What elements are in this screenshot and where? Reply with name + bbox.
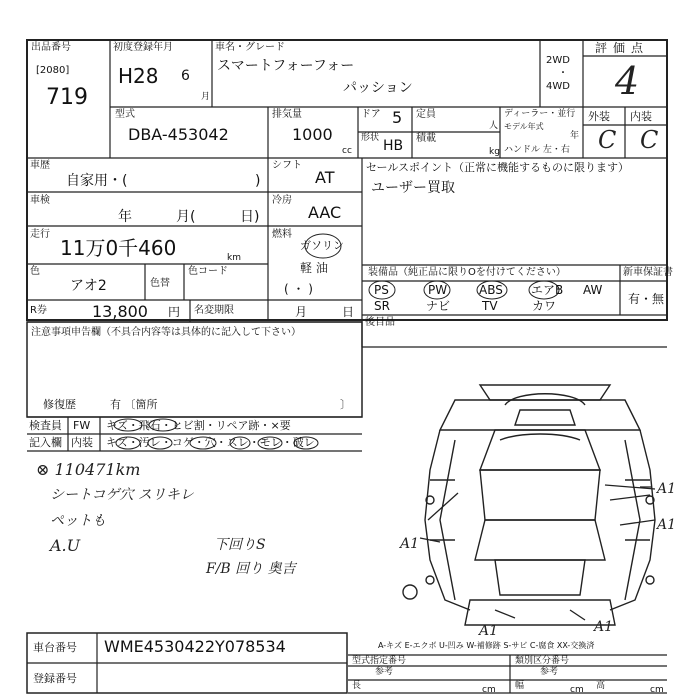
handle-label: ハンドル 左・右	[504, 145, 570, 155]
sales-point-value: ユーザー買取	[371, 180, 455, 196]
recycle-value: 13,800	[92, 302, 148, 321]
warranty-label: 新車保証書	[623, 267, 673, 278]
aircon-value: AAC	[308, 203, 342, 222]
handwritten-seat: シートコゲ穴 スリキレ	[50, 487, 194, 503]
color-code-label: 色コード	[188, 266, 228, 277]
rating-score: 4	[615, 59, 640, 103]
drive-4wd: 4WD	[546, 81, 570, 92]
dealer-import: ディーラー・並行	[504, 109, 576, 119]
lot-label: 出品番号	[31, 42, 71, 53]
notes-label: 注意事項申告欄（不具合内容等は具体的に記入して下さい）	[31, 327, 301, 338]
width-unit: cm	[570, 685, 584, 695]
length-label: 長	[352, 681, 362, 691]
fuel-gas: ガソリン	[300, 239, 344, 252]
car-name: スマートフォーフォー	[217, 58, 355, 74]
equip-leather: カワ	[532, 299, 557, 313]
record-label: 記入欄	[29, 436, 62, 449]
mileage-unit: km	[227, 253, 241, 263]
check-label: 検査員	[29, 419, 62, 432]
recycle-label: R券	[30, 305, 47, 316]
history-label: 車歴	[30, 160, 50, 171]
car-grade: パッション	[343, 80, 413, 96]
title-expiry-label: 名変期限	[194, 305, 234, 316]
fuel-label: 燃料	[272, 229, 292, 240]
inspection-year: 年	[118, 209, 132, 225]
history-value: 自家用・(	[66, 173, 128, 189]
drive-2wd: 2WD	[546, 55, 570, 66]
handwritten-mileage: ⊗ 110471km	[36, 460, 141, 479]
repair-close: 〕	[340, 398, 351, 411]
equip-abs: ABS	[479, 283, 503, 297]
doors-value: 5	[392, 108, 403, 127]
load-label: 積載	[416, 133, 436, 144]
handwritten-au: A.U	[50, 536, 81, 555]
recycle-unit: 円	[168, 305, 181, 319]
model-year-label: モデル年式	[504, 122, 544, 131]
equip-tv: TV	[482, 299, 498, 313]
mark-right-mid: A1	[657, 517, 677, 533]
warranty-value: 有・無	[628, 292, 665, 306]
lot-number: 719	[46, 85, 88, 110]
rating-label: 評価点	[595, 41, 650, 55]
inspection-month: 月(	[176, 209, 196, 225]
mark-left: A1	[400, 536, 420, 552]
drive-dot: ・	[558, 68, 568, 79]
model-number-label: 型式指定番号	[352, 656, 407, 666]
rear-seat-label: 後目品	[365, 317, 395, 328]
equip-airbag: エアB	[531, 283, 564, 297]
title-expiry-month: 月	[295, 305, 308, 319]
interior-grade: C	[640, 126, 659, 154]
equip-aw: AW	[583, 283, 603, 297]
record-interior: 内装	[71, 436, 93, 449]
interior-label: 内装	[630, 110, 652, 123]
equip-navi: ナビ	[426, 299, 451, 313]
capacity-label: 定員	[416, 109, 436, 120]
fuel-diesel: 軽 油	[300, 261, 328, 275]
repair-value: 有 〔箇所	[110, 398, 158, 411]
history-close: )	[255, 173, 261, 189]
color-change-label: 色替	[150, 278, 170, 289]
equip-pw: PW	[428, 283, 448, 297]
check-fw: FW	[73, 419, 91, 432]
height-label: 高	[596, 681, 606, 691]
inspection-day: 日)	[240, 209, 260, 225]
record-items: キズ・汚レ・コゲ・穴・スレ・モレ・破レ	[106, 436, 315, 449]
displacement-unit: cc	[342, 146, 352, 156]
repair-label: 修復歴	[43, 398, 76, 411]
mileage-label: 走行	[30, 229, 50, 240]
model-label: 型式	[115, 109, 135, 120]
width-label: 幅	[515, 681, 525, 691]
class-number-label: 類別区分番号	[515, 656, 570, 666]
mark-right-upper: A1	[657, 481, 677, 497]
model-value: DBA-453042	[128, 125, 229, 144]
model-ref: 参考	[375, 667, 394, 677]
handwritten-under: 下回りS	[214, 537, 266, 553]
first-reg-month: 6	[181, 68, 190, 84]
aircon-label: 冷房	[272, 195, 292, 206]
equip-ps: PS	[374, 283, 389, 297]
check-items: キズ・飛石・ヒビ割・リペア跡・×要	[106, 419, 291, 432]
title-expiry-day: 日	[342, 305, 355, 319]
handwritten-fb: F/B 回り 奥吉	[206, 561, 296, 577]
first-reg-label: 初度登録年月	[113, 42, 173, 53]
damage-legend: A-キズ E-エクボ U-凹み W-補修跡 S-サビ C-腐食 XX-交換済	[378, 641, 595, 650]
chassis-label: 車台番号	[33, 641, 77, 654]
shift-value: AT	[315, 168, 335, 187]
model-year-unit: 年	[570, 131, 580, 141]
mark-bottom-right: A1	[594, 619, 614, 635]
shift-label: シフト	[272, 160, 302, 171]
equipment-label: 装備品（純正品に限りOを付けてください）	[368, 267, 566, 278]
equip-sr: SR	[374, 299, 390, 313]
first-reg-year: H28	[118, 64, 159, 88]
displacement-label: 排気量	[272, 109, 302, 120]
class-ref: 参考	[540, 667, 559, 677]
lot-code: [2080]	[36, 65, 70, 76]
exterior-label: 外装	[588, 110, 610, 123]
handwritten-pet: ペットも	[50, 513, 106, 529]
fuel-other: ( ・ )	[284, 282, 313, 296]
doors-label: ドア	[361, 109, 381, 120]
color-value: アオ2	[70, 278, 107, 294]
color-label: 色	[30, 266, 40, 277]
load-unit: kg	[489, 147, 500, 157]
displacement-value: 1000	[292, 125, 333, 144]
height-unit: cm	[650, 685, 664, 695]
chassis-value: WME4530422Y078534	[104, 637, 286, 656]
exterior-grade: C	[598, 126, 617, 154]
length-unit: cm	[482, 685, 496, 695]
car-name-label: 車名・グレード	[215, 42, 285, 53]
mileage-value: 11万0千460	[60, 236, 177, 260]
sales-point-label: セールスポイント（正常に機能するものに限ります）	[366, 161, 630, 174]
registration-label: 登録番号	[33, 672, 77, 685]
shape-label: 形状	[361, 133, 380, 143]
inspection-label: 車検	[30, 195, 50, 206]
mark-bottom-left: A1	[479, 623, 499, 639]
shape-value: HB	[383, 138, 404, 154]
capacity-unit: 人	[489, 121, 499, 131]
first-reg-month-unit: 月	[201, 92, 211, 102]
